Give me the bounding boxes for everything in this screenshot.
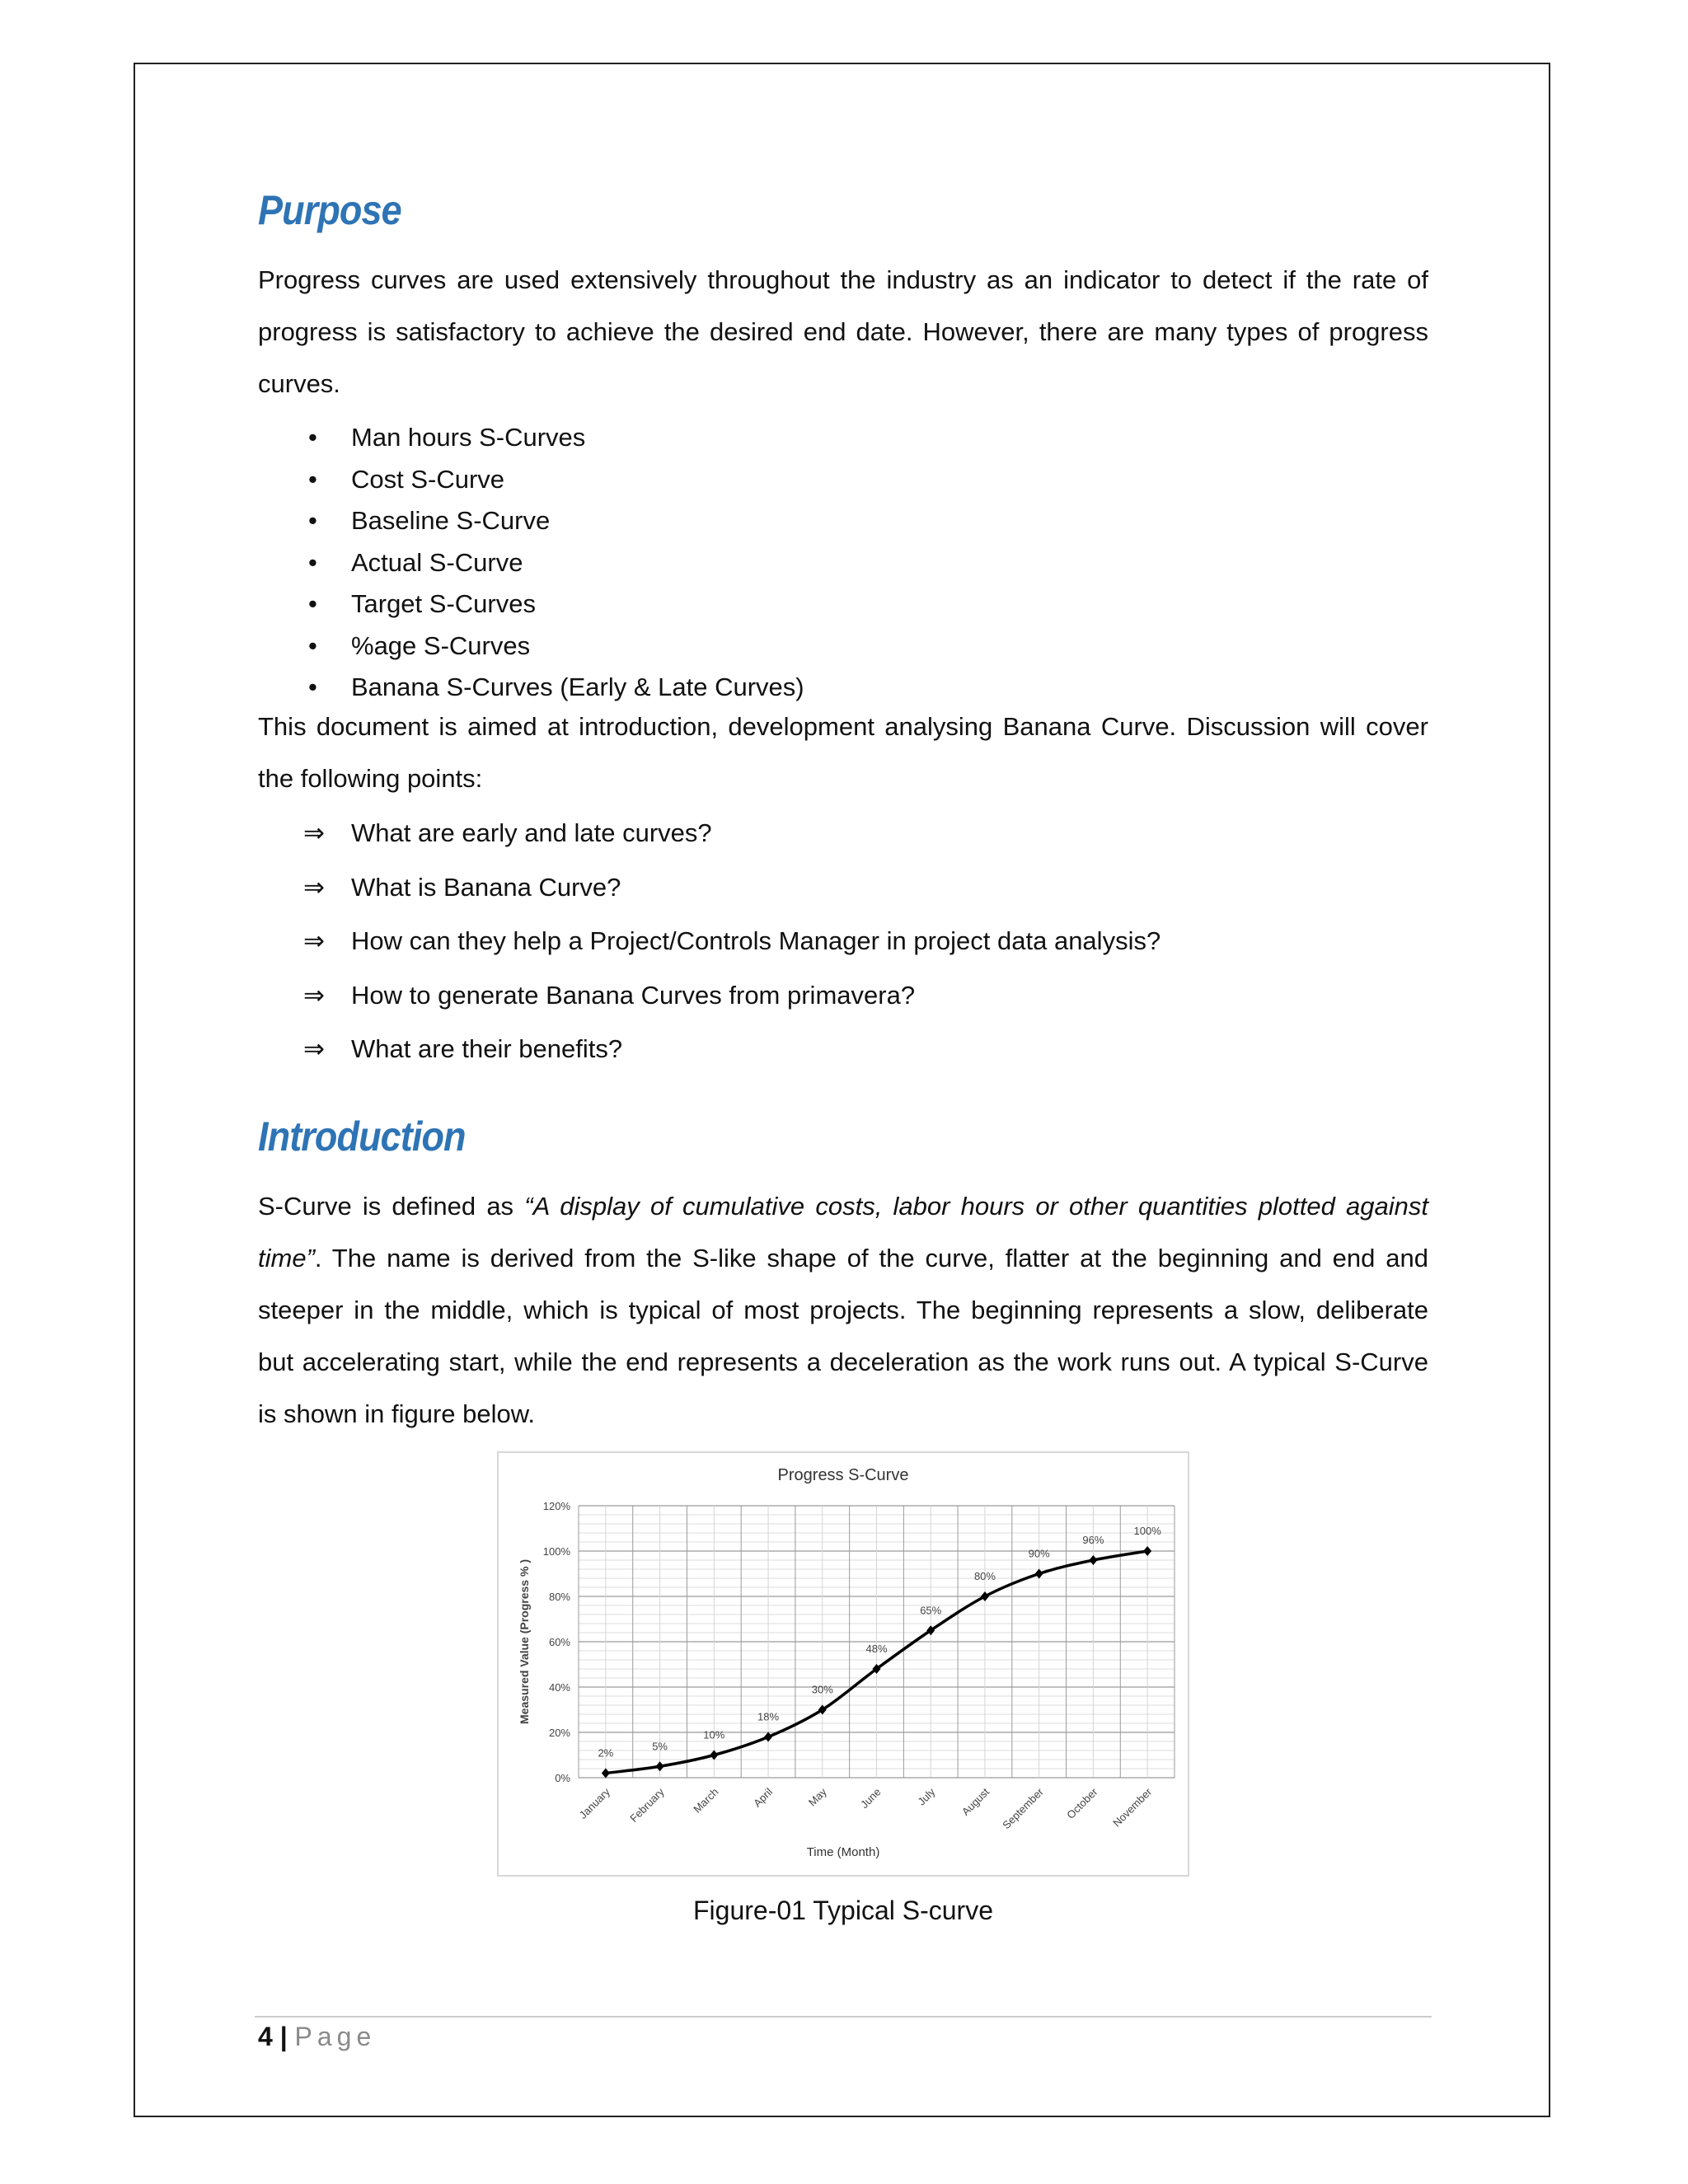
figure-caption: Figure-01 Typical S-curve <box>693 1896 993 1925</box>
data-label: 5% <box>652 1740 668 1753</box>
purpose-line: progress is satisfactory to achieve the desired end date. However, there are many types of progress <box>258 317 1428 346</box>
x-tick-label: June <box>858 1785 884 1811</box>
data-label: 2% <box>598 1746 614 1760</box>
footer-separator: | <box>279 2022 288 2051</box>
data-point-marker <box>981 1591 989 1601</box>
x-tick-label: March <box>691 1785 721 1816</box>
arrow-icon: ⇒ <box>303 926 325 955</box>
bullet-icon: • <box>308 547 317 577</box>
bullet-icon: • <box>308 464 317 494</box>
purpose-line: curves. <box>258 369 340 398</box>
intro-line <box>258 1192 1428 1221</box>
point-text: What are their benefits? <box>351 1034 623 1063</box>
page-label: Page <box>294 2022 377 2051</box>
introduction-heading: Introduction <box>258 1113 466 1160</box>
x-tick-label: July <box>915 1785 938 1808</box>
x-axis-title: Time (Month) <box>806 1845 880 1859</box>
bullet-icon: • <box>308 630 317 660</box>
bullet-text: Banana S-Curves (Early & Late Curves) <box>351 673 804 701</box>
x-tick-label: February <box>627 1785 667 1825</box>
bullet-icon: • <box>308 506 317 535</box>
data-label: 65% <box>920 1604 942 1617</box>
y-axis-title: Measured Value (Progress % ) <box>518 1559 531 1724</box>
data-label: 18% <box>757 1710 780 1723</box>
x-tick-label: October <box>1064 1785 1100 1821</box>
data-point-marker <box>710 1750 718 1760</box>
intro-line: steeper in the middle, which is typical of most projects. The beginning represents a slow, deliberate <box>258 1296 1428 1324</box>
intro-text: S-Curve is defined as <box>258 1192 525 1221</box>
page-footer <box>258 2022 376 2052</box>
bullet-text: Baseline S-Curve <box>351 506 551 535</box>
data-label: 90% <box>1028 1547 1050 1560</box>
bullet-icon: • <box>308 589 317 618</box>
footer-divider <box>255 2016 1432 2018</box>
data-label: 96% <box>1082 1534 1104 1546</box>
x-tick-label: January <box>576 1785 612 1821</box>
y-tick-label: 80% <box>548 1591 570 1603</box>
intro-text: . The name is derived from the S-like shape of the curve, flatter at the beginning and end and <box>314 1244 1428 1272</box>
intro-line: but accelerating start, while the end represents a deceleration as the work runs out. A typical S-Curve <box>258 1347 1428 1376</box>
arrow-icon: ⇒ <box>303 980 325 1010</box>
data-label: 80% <box>973 1570 996 1582</box>
intro-line: is shown in figure below. <box>258 1399 536 1428</box>
x-tick-label: April <box>751 1785 776 1810</box>
data-label: 10% <box>703 1728 725 1741</box>
point-text: How can they help a Project/Controls Manager in project data analysis? <box>351 926 1161 955</box>
bullet-icon: • <box>308 673 317 701</box>
data-point-marker <box>764 1732 772 1742</box>
data-point-marker <box>602 1769 610 1779</box>
purpose-line: Progress curves are used extensively throughout the industry as an indicator to detect if the rate of <box>258 265 1428 294</box>
bullet-text: Target S-Curves <box>351 589 536 618</box>
chart-title: Progress S-Curve <box>777 1466 909 1484</box>
data-point-marker <box>1089 1555 1097 1565</box>
page-number: 4 <box>258 2022 273 2051</box>
data-label: 48% <box>865 1643 888 1655</box>
point-text: What are early and late curves? <box>351 818 712 847</box>
definition-quote: “A display of cumulative costs, labor hours or other quantities plotted against <box>524 1192 1428 1221</box>
y-tick-label: 100% <box>542 1545 570 1558</box>
bullet-icon: • <box>308 423 317 452</box>
x-tick-label: November <box>1110 1785 1155 1830</box>
s-curve-chart <box>497 1451 1189 1877</box>
y-tick-label: 60% <box>548 1636 570 1648</box>
x-tick-label: August <box>959 1785 992 1818</box>
arrow-icon: ⇒ <box>303 818 325 847</box>
bullet-text: Actual S-Curve <box>351 547 523 577</box>
data-point-marker <box>1035 1569 1043 1579</box>
para2-line: the following points: <box>258 764 483 793</box>
x-tick-label: May <box>805 1785 829 1809</box>
data-label: 30% <box>811 1683 833 1696</box>
purpose-heading: Purpose <box>258 187 401 233</box>
definition-quote: time” <box>258 1244 315 1272</box>
x-tick-label: September <box>1000 1785 1046 1832</box>
intro-line <box>258 1244 1428 1273</box>
y-tick-label: 120% <box>542 1500 570 1512</box>
arrow-icon: ⇒ <box>303 872 325 902</box>
bullet-text: Man hours S-Curves <box>351 423 586 452</box>
y-tick-label: 40% <box>548 1681 570 1694</box>
arrow-icon: ⇒ <box>303 1034 325 1063</box>
y-tick-label: 0% <box>555 1772 570 1784</box>
para2-line: This document is aimed at introduction, development analysing Banana Curve. Discussion will cover <box>258 712 1428 741</box>
data-point-marker <box>1143 1546 1151 1556</box>
y-tick-label: 20% <box>548 1727 570 1739</box>
data-point-marker <box>656 1761 664 1771</box>
data-label: 100% <box>1133 1525 1161 1537</box>
bullet-text: %age S-Curves <box>351 630 531 660</box>
bullet-text: Cost S-Curve <box>351 464 505 494</box>
point-text: What is Banana Curve? <box>351 872 621 902</box>
point-text: How to generate Banana Curves from primavera? <box>351 980 916 1010</box>
